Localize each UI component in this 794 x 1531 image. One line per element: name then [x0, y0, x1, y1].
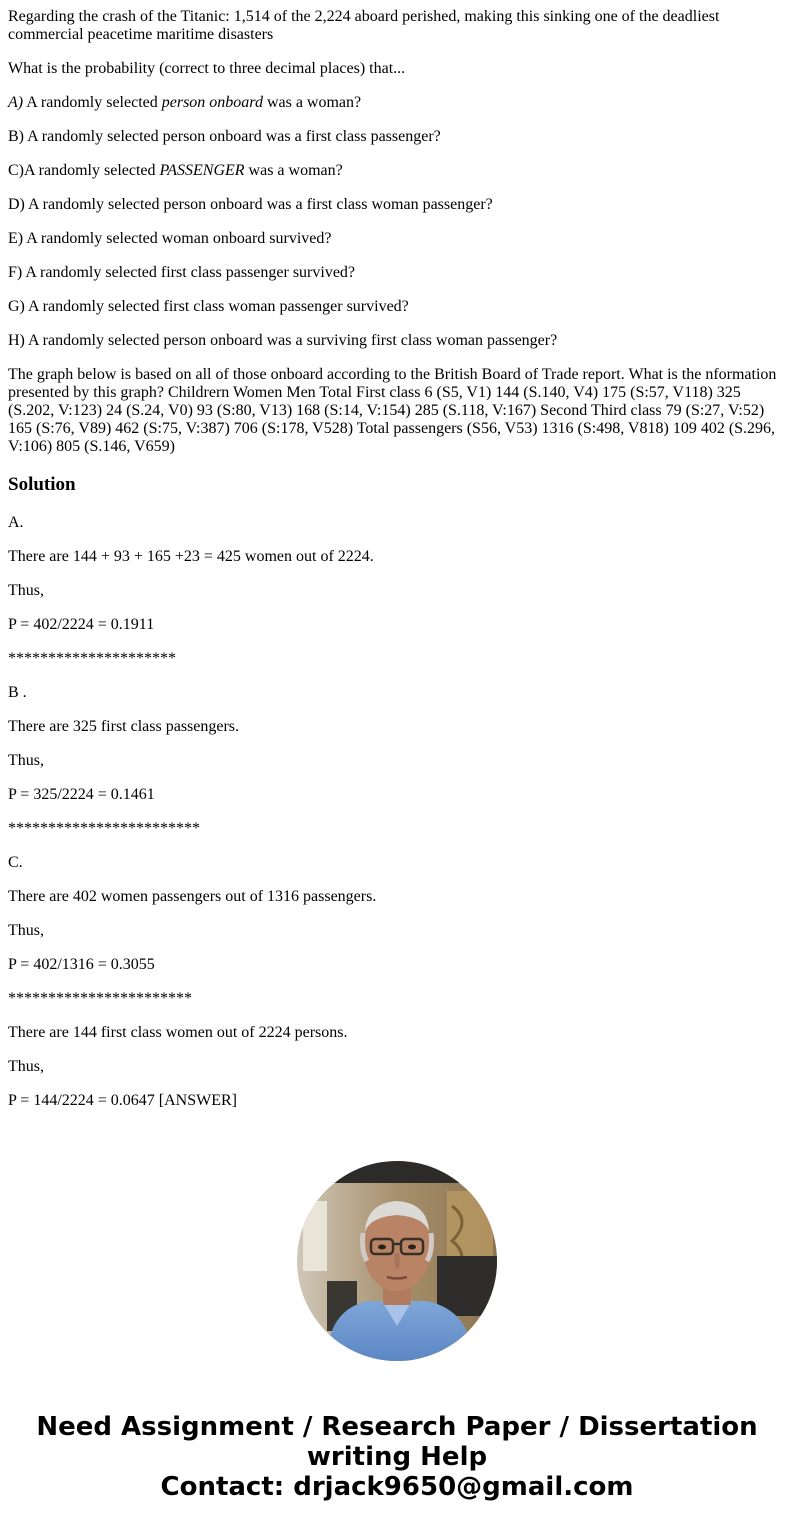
part-a-text-2: was a woman?: [266, 94, 362, 111]
footer-subheadline: writing Help: [306, 1442, 488, 1472]
question-part-f: F) A randomly selected first class passenger survived?: [8, 264, 356, 281]
solution-line: Thus,: [8, 1058, 44, 1075]
footer-headline: Need Assignment / Research Paper / Dissertation: [36, 1412, 758, 1442]
avatar-portrait-image: [297, 1161, 497, 1361]
question-prompt: What is the probability (correct to three decimal places) that...: [8, 60, 406, 77]
question-part-a: [8, 94, 786, 112]
solution-line: Thus,: [8, 752, 44, 769]
question-part-e: E) A randomly selected woman onboard survived?: [8, 230, 332, 247]
solution-separator: *********************: [8, 650, 176, 667]
part-c-emphasis: PASSENGER: [159, 162, 245, 179]
solution-line: Thus,: [8, 582, 44, 599]
part-a-emphasis: person onboard: [161, 94, 263, 111]
solution-line: There are 325 first class passengers.: [8, 718, 240, 735]
question-part-g: G) A randomly selected first class woman passenger survived?: [8, 298, 409, 315]
solution-line: There are 144 + 93 + 165 +23 = 425 women out of 2224.: [8, 548, 374, 565]
footer-contact-email[interactable]: Contact: drjack9650@gmail.com: [160, 1472, 634, 1502]
contact-footer: [0, 1412, 794, 1502]
solution-line: A.: [8, 514, 24, 531]
question-part-d: D) A randomly selected person onboard was a first class woman passenger?: [8, 196, 493, 213]
solution-separator: ************************: [8, 820, 200, 837]
solution-line: B .: [8, 684, 27, 701]
question-part-h: H) A randomly selected person onboard was a surviving first class woman passenger?: [8, 332, 558, 349]
document-body: [0, 8, 794, 1110]
solution-line: P = 325/2224 = 0.1461: [8, 786, 155, 803]
solution-line: There are 402 women passengers out of 1316 passengers.: [8, 888, 377, 905]
part-a-text-1: A randomly selected: [26, 94, 158, 111]
part-a-label: A): [8, 94, 24, 111]
solution-line: P = 402/1316 = 0.3055: [8, 956, 155, 973]
graph-description: The graph below is based on all of those onboard according to the British Board of Trade report. What is the nformation presented by this graph? Childrern Women Men Total First class 6 (S5, V1) 144 (S.140, V4) 175 (S:57, V118) 325 (S.202, V:123) 24 (S.24, V0) 93 (S:80, V13) 168 (S:14, V:154) 285 (S.118, V:167) Second Third class 79 (S:27, V:52) 165 (S:76, V89) 462 (S:75, V:387) 706 (S:178, V528) Total passengers (S56, V53) 1316 (S:498, V818) 109 402 (S.296, V:106) 805 (S.146, V659): [8, 366, 777, 455]
solution-answer: P = 144/2224 = 0.0647 [ANSWER]: [8, 1092, 238, 1109]
solution-separator: ***********************: [8, 990, 192, 1007]
question-part-c: [8, 162, 786, 180]
part-c-text-1: C)A randomly selected: [8, 162, 156, 179]
author-avatar: [297, 1161, 497, 1361]
question-intro: Regarding the crash of the Titanic: 1,514 of the 2,224 aboard perished, making this sinking one of the deadliest commercial peacetime maritime disasters: [8, 8, 720, 43]
solution-line: C.: [8, 854, 23, 871]
solution-line: Thus,: [8, 922, 44, 939]
solution-line: P = 402/2224 = 0.1911: [8, 616, 155, 633]
solution-line: There are 144 first class women out of 2224 persons.: [8, 1024, 348, 1041]
question-part-b: B) A randomly selected person onboard was a first class passenger?: [8, 128, 441, 145]
part-c-text-2: was a woman?: [248, 162, 343, 179]
solution-heading: Solution: [8, 474, 76, 495]
